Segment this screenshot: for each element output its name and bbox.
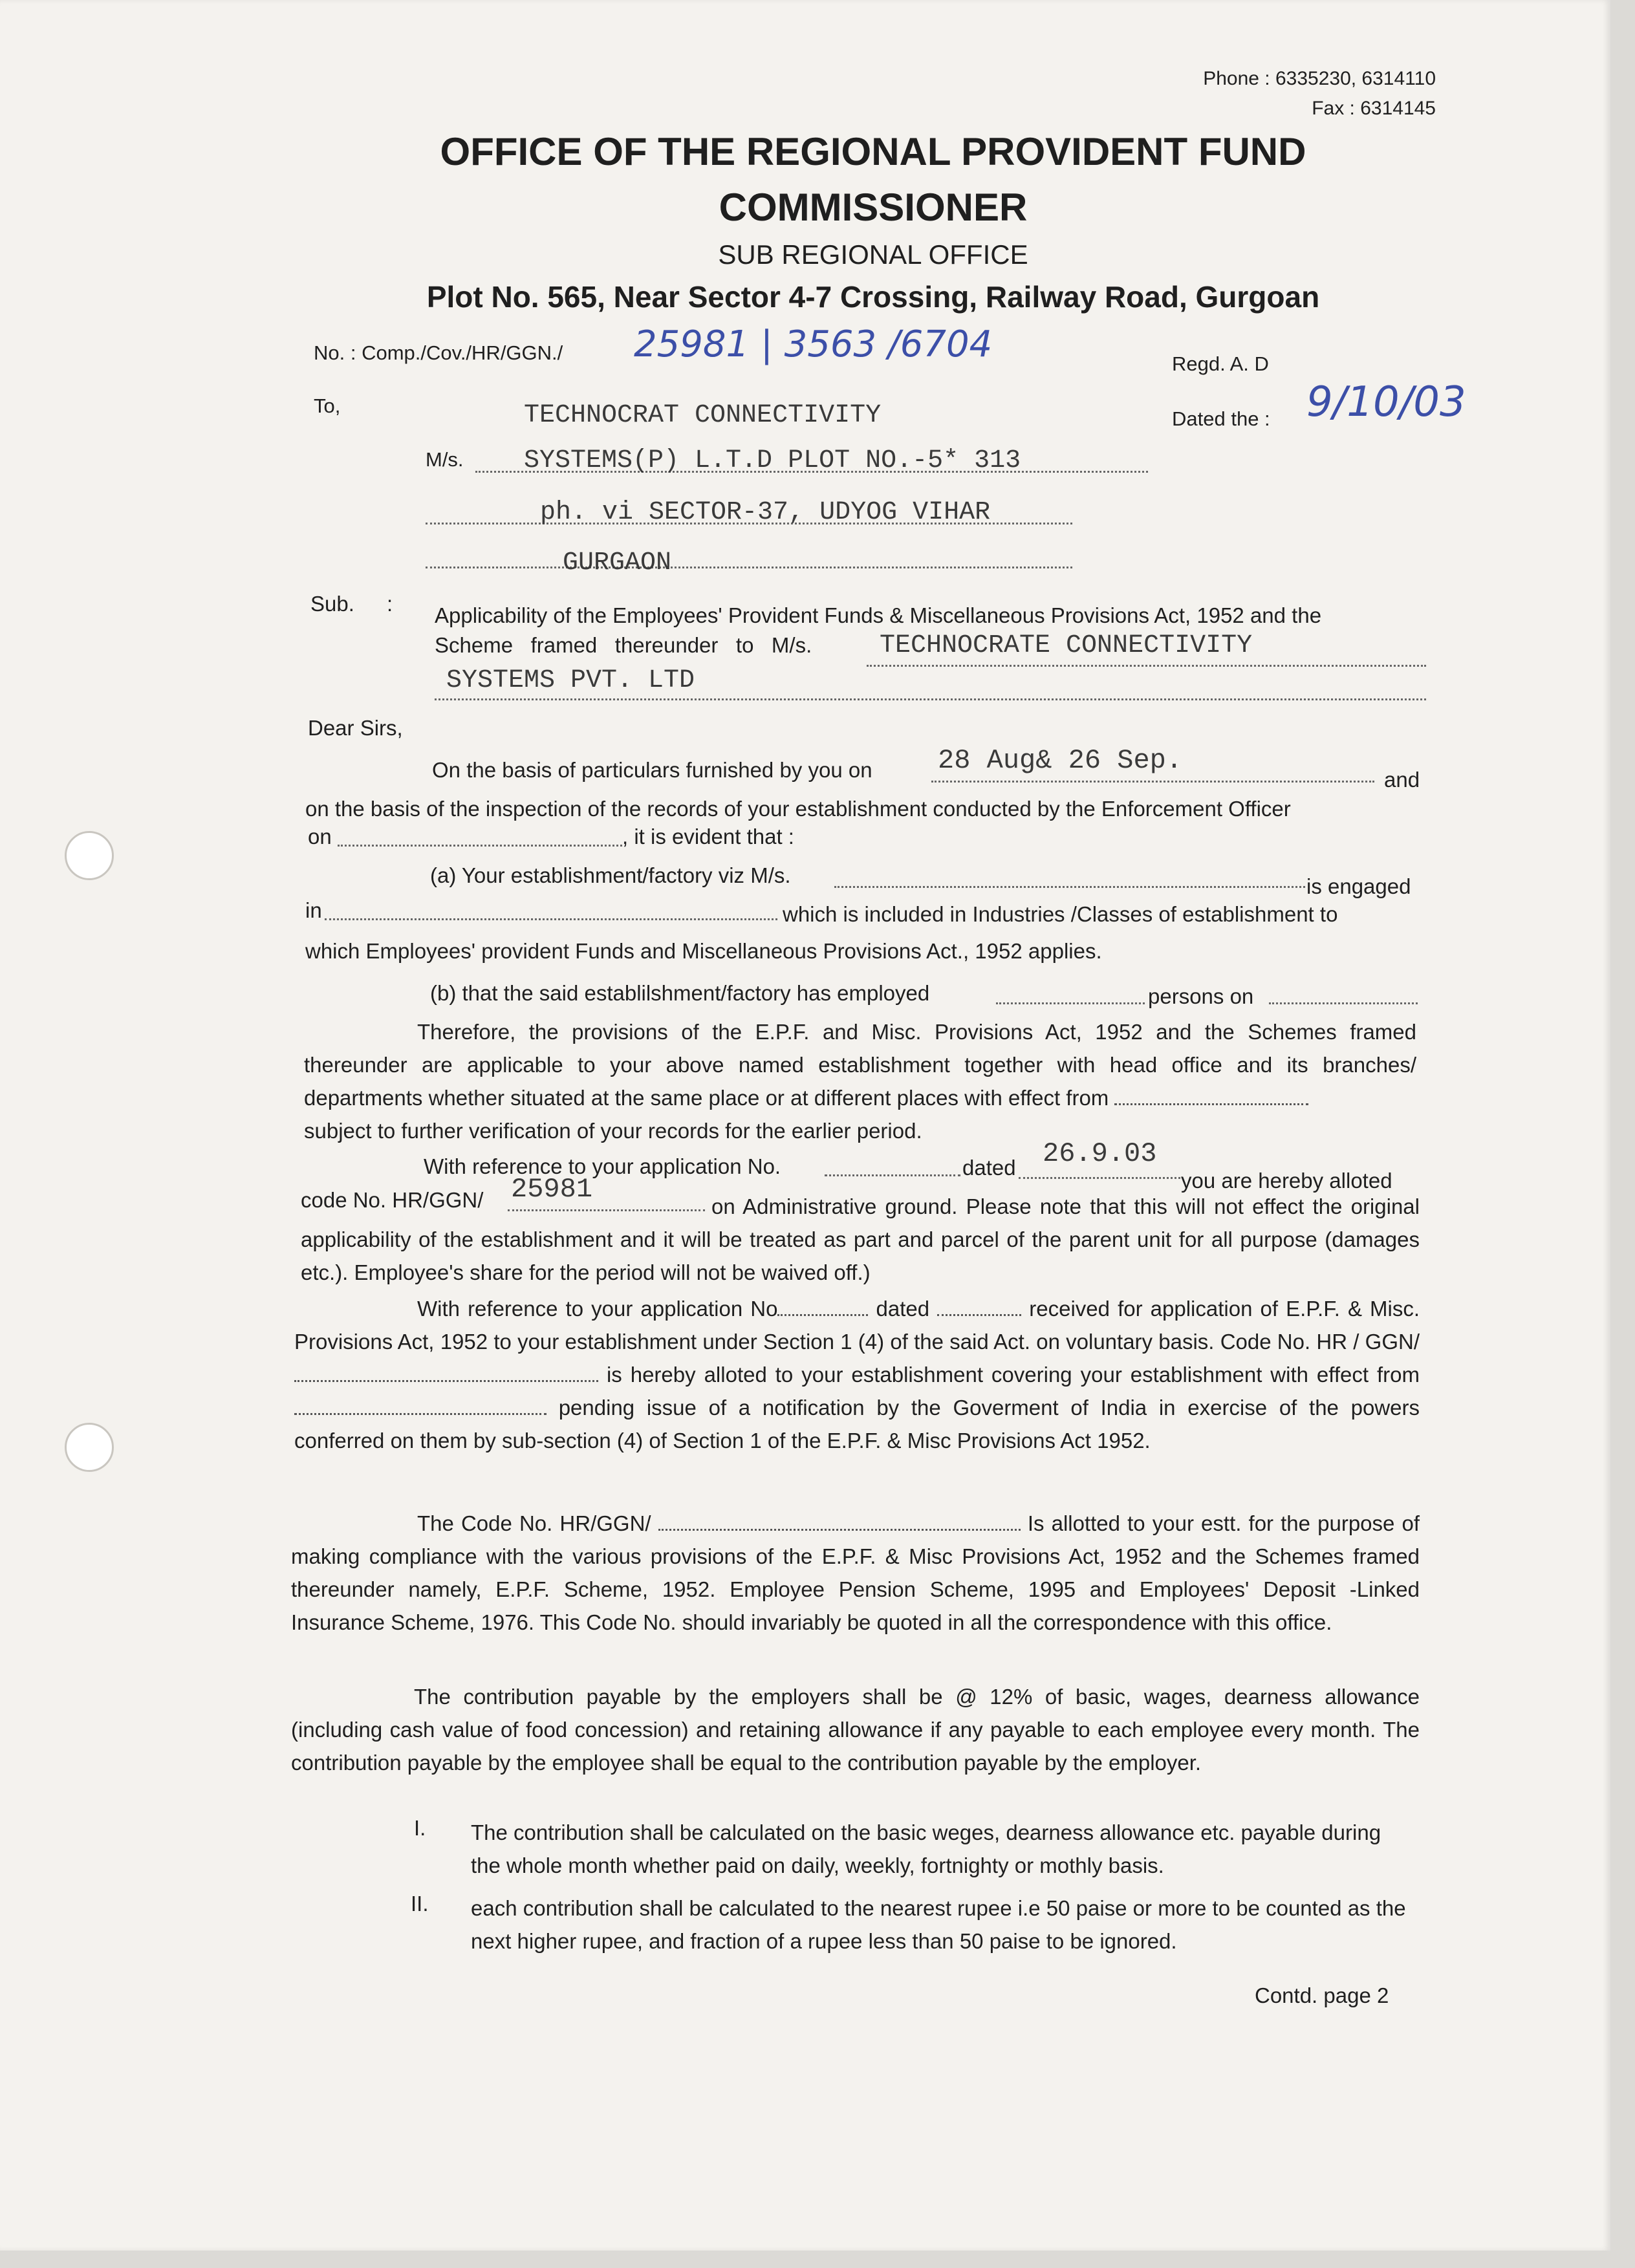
addressee-line2: SYSTEMS(P) L.T.D PLOT NO.-5* 313	[524, 446, 1021, 475]
punch-hole-bottom	[65, 1423, 114, 1472]
para5-text-b: Is allotted to your estt. for the purpose of making compliance with the various provisions of the E.P.F. & Misc Provisions Act, 1952 and the Schemes framed thereunder namely, E.P.F. Scheme, 1952. Employee Pension Scheme, 1995 and Employees' Deposit -Linked Insurance Scheme, 1976. This Code No. should invariably be quoted in all the correspondence with this office.	[291, 1511, 1420, 1634]
para1-text-d: on	[308, 825, 332, 848]
para3-dotted-appno	[825, 1174, 960, 1176]
para4-text-b: dated	[876, 1297, 930, 1321]
para1-dotted-date	[931, 781, 1374, 783]
subject-company-line2: SYSTEMS PVT. LTD	[446, 666, 695, 695]
office-title-line2: COMMISSIONER	[719, 186, 1028, 229]
ms-label: M/s.	[426, 448, 464, 471]
continued-page-note: Contd. page 2	[1255, 1983, 1389, 2007]
salutation: Dear Sirs,	[308, 716, 403, 740]
clause-a-dotted-industry	[325, 918, 777, 920]
para3-body-text: on Administrative ground. Please note that this will not effect the original applicability of the establishment and it will be treated as part and parcel of the parent unit for all purpose (damages etc.). Employee's share for the period will not be waived off.)	[301, 1194, 1420, 1284]
subject-dotted-line2	[435, 698, 1426, 700]
punch-hole-top	[65, 831, 114, 880]
addressee-line3: ph. vi SECTOR-37, UDYOG VIHAR	[540, 498, 991, 527]
para3-code-number: 25981	[511, 1174, 593, 1205]
para4-text-c: received for application of E.P.F. & Misc. Provisions Act, 1952 to your establishment under Section 1 (4) of the said Act. on voluntary basis. Code No. HR / GGN/	[294, 1297, 1420, 1354]
registered-ad-label: Regd. A. D	[1172, 352, 1269, 375]
para1-particulars-date: 28 Aug& 26 Sep.	[938, 745, 1183, 776]
para3-text-d: code No. HR/GGN/	[301, 1188, 484, 1212]
para4-dotted-date	[937, 1314, 1021, 1316]
dated-label: Dated the :	[1172, 407, 1270, 430]
reference-number-handwritten: 25981 | 3563 /6704	[634, 323, 993, 365]
subject-colon: :	[387, 592, 393, 616]
para1-dotted-on	[338, 845, 622, 847]
subject-label: Sub.	[310, 592, 354, 616]
clause-b-text-b: persons on	[1148, 984, 1254, 1008]
para1-text-c: on the basis of the inspection of the records of your establishment conducted by the Enforcement Officer	[305, 797, 1291, 821]
para3-body	[301, 1190, 1420, 1289]
office-title-line1: OFFICE OF THE REGIONAL PROVIDENT FUND	[440, 130, 1306, 173]
addressee-dotted-line3	[426, 567, 1072, 568]
clause-b-text-a: (b) that the said establilshment/factory has employed	[430, 981, 930, 1005]
clause-b-dotted-date	[1269, 1002, 1418, 1004]
list-item-2-number: II.	[411, 1892, 429, 1916]
para3-text-b: dated	[962, 1156, 1016, 1180]
clause-a-text-a: (a) Your establishment/factory viz M/s.	[430, 863, 791, 887]
para1-text-a: On the basis of particulars furnished by you on	[432, 758, 872, 782]
clause-a-text-d: which is included in Industries /Classes of establishment to	[783, 902, 1338, 926]
para5-text	[291, 1507, 1420, 1639]
date-handwritten: 9/10/03	[1306, 378, 1466, 426]
para3-dotted-date	[1019, 1177, 1180, 1179]
clause-a-text-e: which Employees' provident Funds and Miscellaneous Provisions Act., 1952 applies.	[305, 939, 1102, 963]
para2-body: Therefore, the provisions of the E.P.F. and Misc. Provisions Act, 1952 and the Schemes framed thereunder are applicable to your above named establishment together with head office and its branches/ departments whether situated at the same place or at different places with effect from	[304, 1020, 1416, 1110]
subject-dotted-line1	[867, 665, 1426, 667]
clause-b-dotted-count	[996, 1002, 1145, 1004]
list-item-1-number: I.	[414, 1816, 426, 1840]
addressee-line4: GURGAON	[563, 548, 672, 578]
phone-number: Phone : 6335230, 6314110	[1203, 68, 1436, 89]
subject-company-line1: TECHNOCRATE CONNECTIVITY	[880, 631, 1253, 660]
para6-body: The contribution payable by the employers shall be @ 12% of basic, wages, dearness allowance (including cash value of food concession) and retaining allowance if any payable to each employee every month. The contribution payable by the employee shall be equal to the contribution payable by the employer.	[291, 1685, 1420, 1775]
para3-application-date: 26.9.03	[1043, 1138, 1157, 1169]
para4-dotted-appno	[777, 1314, 868, 1316]
fax-number: Fax : 6314145	[1312, 98, 1436, 119]
para4-text	[294, 1292, 1420, 1457]
reference-label: No. : Comp./Cov./HR/GGN./	[314, 341, 563, 364]
list-item-1-text: The contribution shall be calculated on the basic weges, dearness allowance etc. payable during the whole month whether paid on daily, weekly, fortnighty or mothly basis.	[471, 1820, 1381, 1877]
para2-ending: subject to further verification of your records for the earlier period.	[304, 1119, 922, 1143]
para2-text	[304, 1015, 1416, 1147]
para4-dotted-effect-date	[294, 1413, 547, 1415]
para1-text-e: , it is evident that :	[622, 825, 794, 848]
clause-a-text-c: in	[305, 898, 322, 922]
para4-dotted-code	[294, 1380, 598, 1382]
para6-text	[291, 1680, 1420, 1779]
office-subtitle: SUB REGIONAL OFFICE	[718, 239, 1028, 270]
addressee-line1: TECHNOCRAT CONNECTIVITY	[524, 401, 882, 430]
para5-dotted-code	[658, 1529, 1021, 1531]
para4-text-e: pending issue of a notification by the Goverment of India in exercise of the powers conferred on them by sub-section (4) of Section 1 of the E.P.F. & Misc Provisions Act 1952.	[294, 1396, 1420, 1453]
para3-text-a: With reference to your application No.	[424, 1154, 781, 1178]
clause-a-text-b: is engaged	[1306, 874, 1411, 898]
list-item-2-text: each contribution shall be calculated to the nearest rupee i.e 50 paise or more to be counted as the next higher rupee, and fraction of a rupee less than 50 paise to be ignored.	[471, 1896, 1406, 1953]
para2-dotted-effect-date	[1114, 1103, 1308, 1105]
para5-text-a: The Code No. HR/GGN/	[417, 1511, 651, 1535]
clause-a-dotted-name	[834, 886, 1305, 888]
para3-text-c: you are hereby alloted	[1181, 1169, 1392, 1193]
para4-text-d: is hereby alloted to your establishment covering your establishment with effect from	[606, 1363, 1420, 1387]
to-label: To,	[314, 394, 341, 417]
para4-text-a: With reference to your application No	[417, 1297, 778, 1321]
para1-text-b: and	[1384, 768, 1420, 792]
subject-text-line2: Scheme framed thereunder to M/s.	[435, 633, 812, 657]
office-address: Plot No. 565, Near Sector 4-7 Crossing, Railway Road, Gurgoan	[426, 280, 1320, 314]
subject-text-line1: Applicability of the Employees' Provident Funds & Miscellaneous Provisions Act, 1952 and the	[435, 603, 1322, 627]
